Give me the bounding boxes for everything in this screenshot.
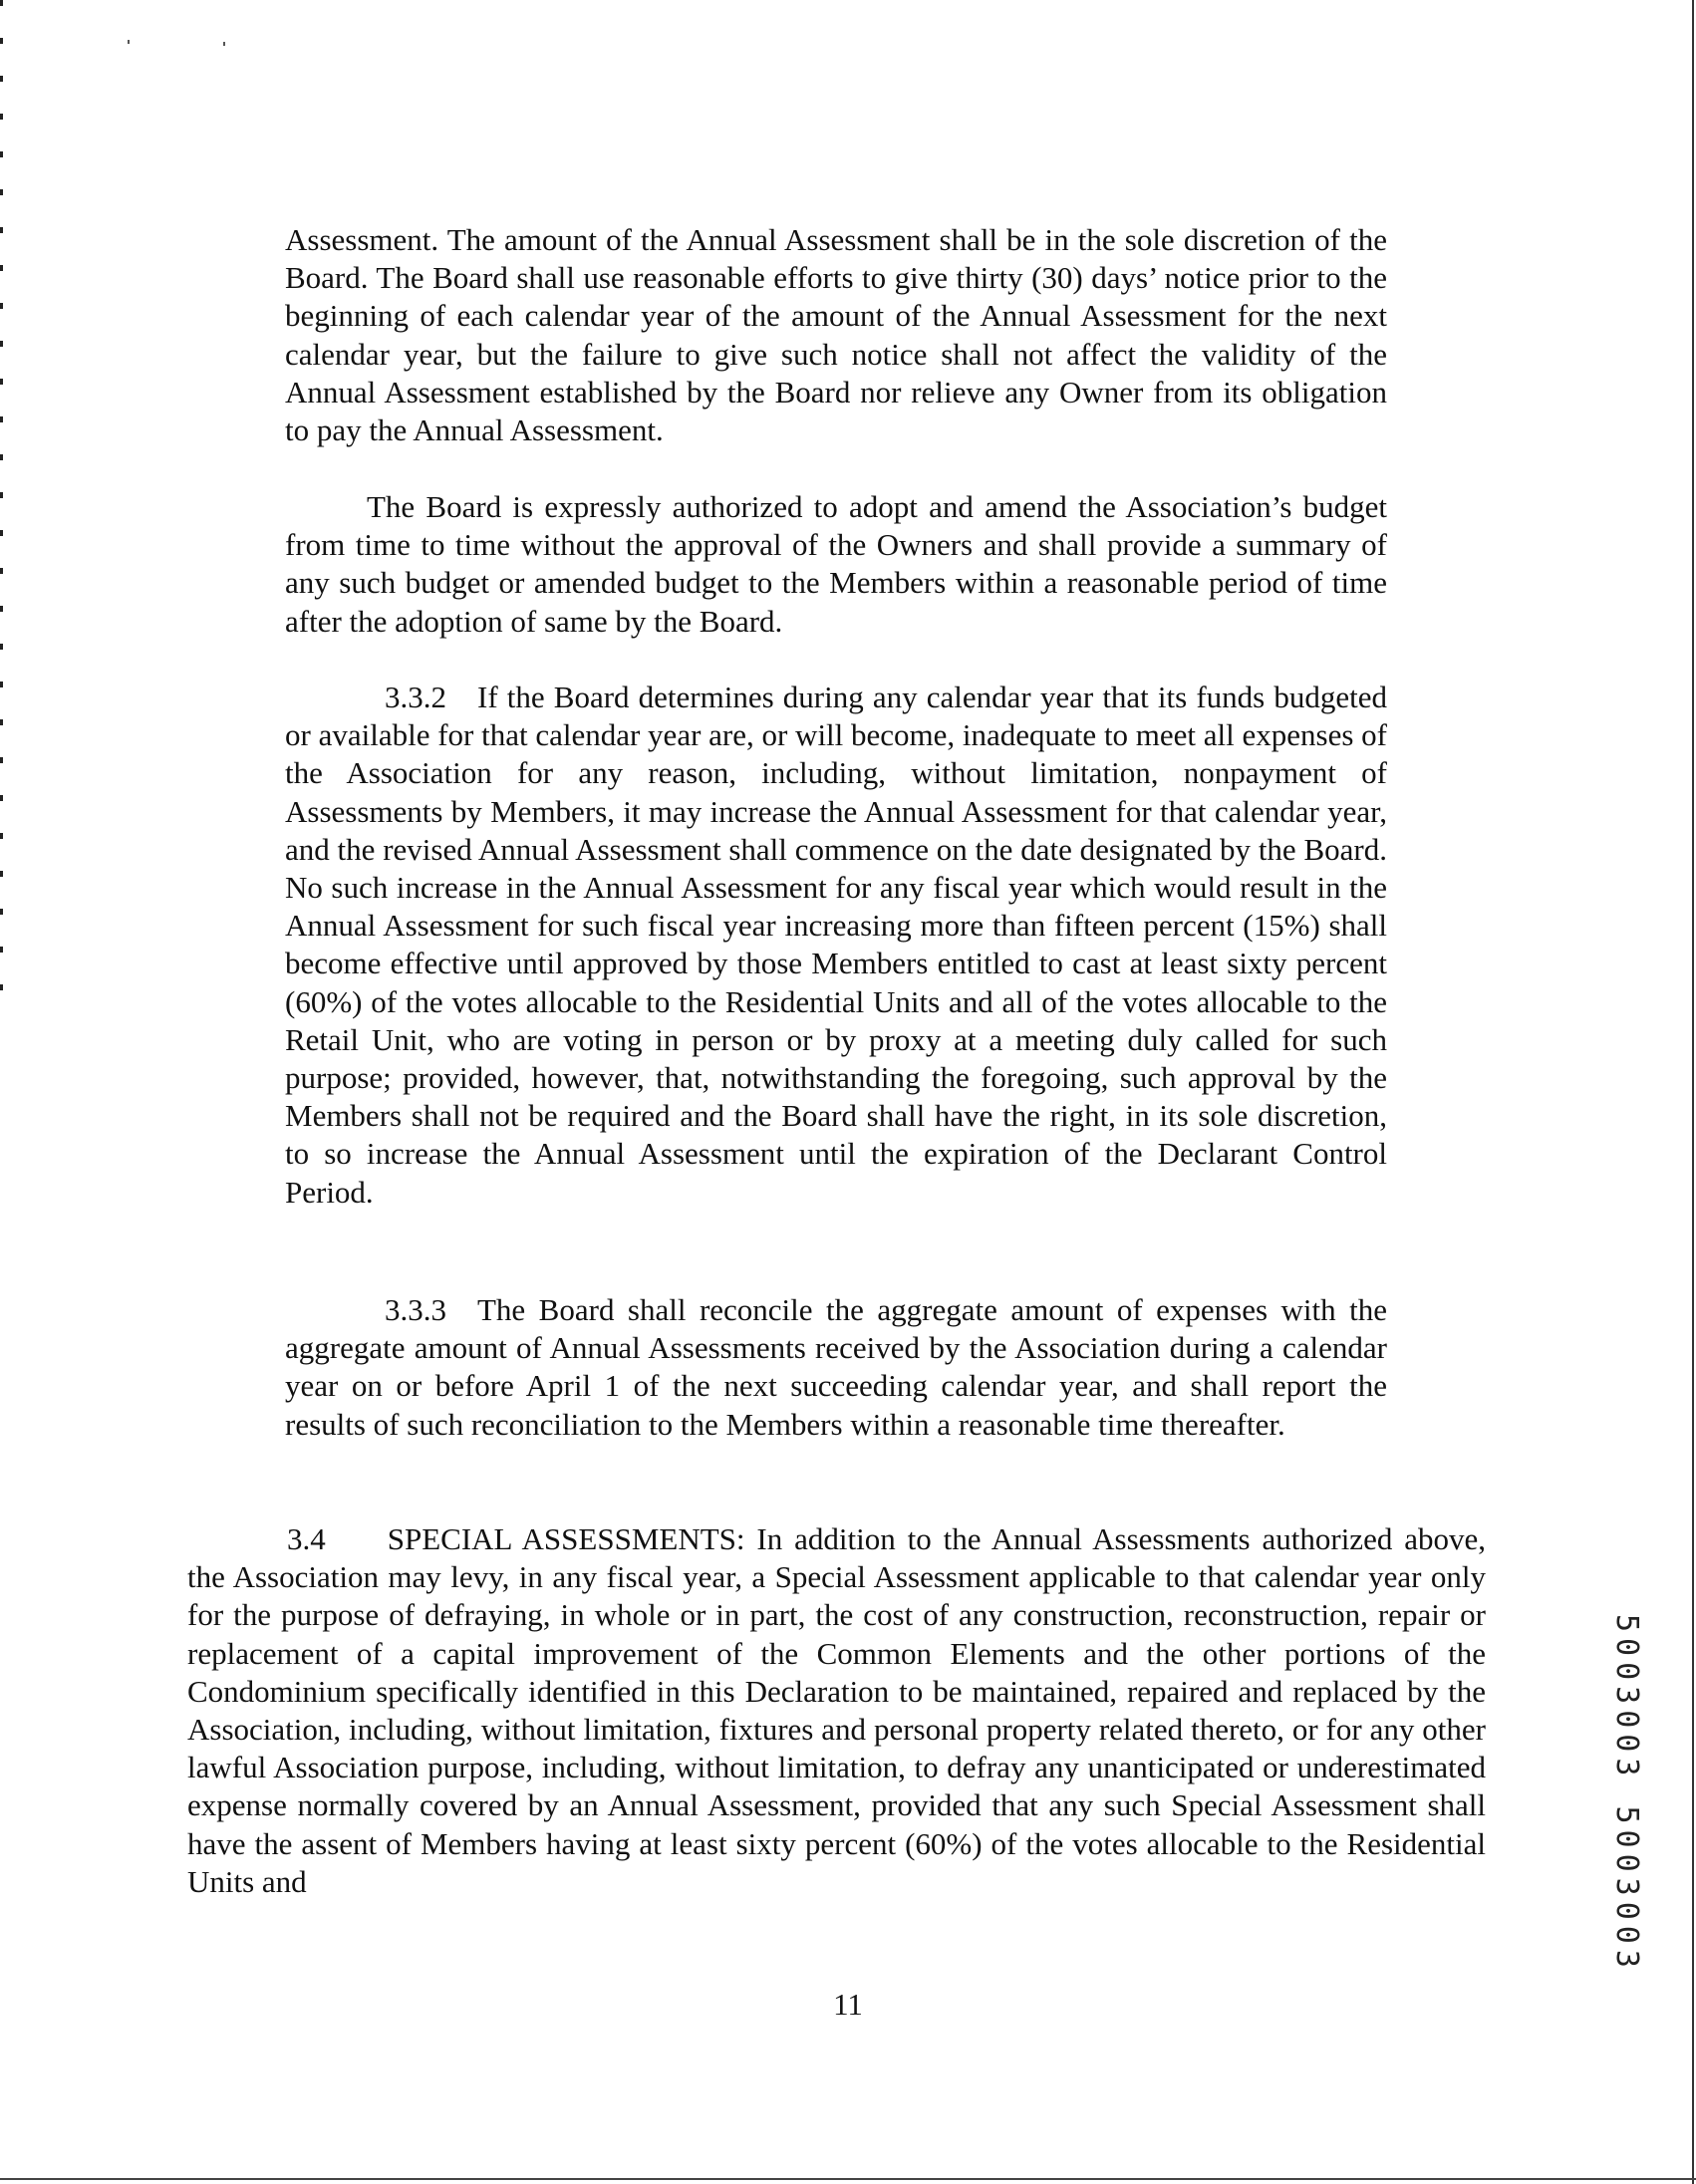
scan-left-edge xyxy=(0,0,3,1006)
paragraph-3-3-3: 3.3.3 The Board shall reconcile the aggregate amount of expenses with the aggregate amount of Annual Assessments received by the Association during a calendar year on or before April 1 of the next succeeding calendar year, and shall report the results of such reconciliation to the Members within a reasonable time thereafter. xyxy=(285,1292,1387,1442)
paragraph-3-3-2: 3.3.2 If the Board determines during any calendar year that its funds budgeted or available for that calendar year are, or will become, inadequate to meet all expenses of the Association for any reason, including, without limitation, nonpayment of Assessments by Members, it may increase the Annual Assessment for that calendar year, and the revised Annual Assessment shall commence on the date designated by the Board. No such increase in the Annual Assessment for any fiscal year which would result in the Annual Assessment for such fiscal year increasing more than fifteen percent (15%) shall become effective until approved by those Members entitled to cast at least sixty percent (60%) of the votes allocable to the Residential Units and all of the votes allocable to the Retail Unit, who are voting in person or by proxy at a meeting duly called for such purpose; provided, however, that, notwithstanding the foregoing, such approval by the Members shall not be required and the Board shall have the right, in its sole discretion, to so increase the Annual Assessment until the expiration of the Declarant Control Period. xyxy=(285,680,1388,1210)
paragraph-annual-assessment-continued: Assessment. The amount of the Annual Assessment shall be in the sole discretion of the Board. The Board shall use reasonable efforts to give thirty (30) days’ notice prior to the beginning of each calendar year of the amount of the Annual Assessment for the next calendar year, but the failure to give such notice shall not affect the validity of the Annual Assessment established by the Board nor relieve any Owner from its obligation to pay the Annual Assessment. xyxy=(285,222,1387,448)
paragraph-budget-authority: The Board is expressly authorized to adopt and amend the Association’s budget from time to time without the approval of the Owners and shall provide a summary of any such budget or amended budget to the Members within a reasonable period of time after the adoption of same by the Board. xyxy=(285,489,1387,639)
page-number: 11 xyxy=(833,1987,863,2022)
scan-speck xyxy=(223,42,225,46)
scan-bottom-edge xyxy=(0,2178,1696,2180)
scan-speck xyxy=(128,40,130,44)
side-document-stamp: 5003003 5003003 xyxy=(1609,1614,1644,1974)
scan-right-edge xyxy=(1692,0,1694,2184)
paragraph-3-4-special-assessments: 3.4 SPECIAL ASSESSMENTS: In addition to the Annual Assessments authorized above, the Association may levy, in any fiscal year, a Special Assessment applicable to that calendar year only for the purpose of defraying, in whole or in part, the cost of any construction, reconstruction, repair or replacement of a capital improvement of the Common Elements and the other portions of the Condominium specifically identified in this Declaration to be maintained, repaired and replaced by the Association, including, without limitation, fixtures and personal property related thereto, or for any other lawful Association purpose, including, without limitation, to defray any unanticipated or underestimated expense normally covered by an Annual Assessment, provided that any such Special Assessment shall have the assent of Members having at least sixty percent (60%) of the votes allocable to the Residential Units and xyxy=(187,1521,1486,1899)
